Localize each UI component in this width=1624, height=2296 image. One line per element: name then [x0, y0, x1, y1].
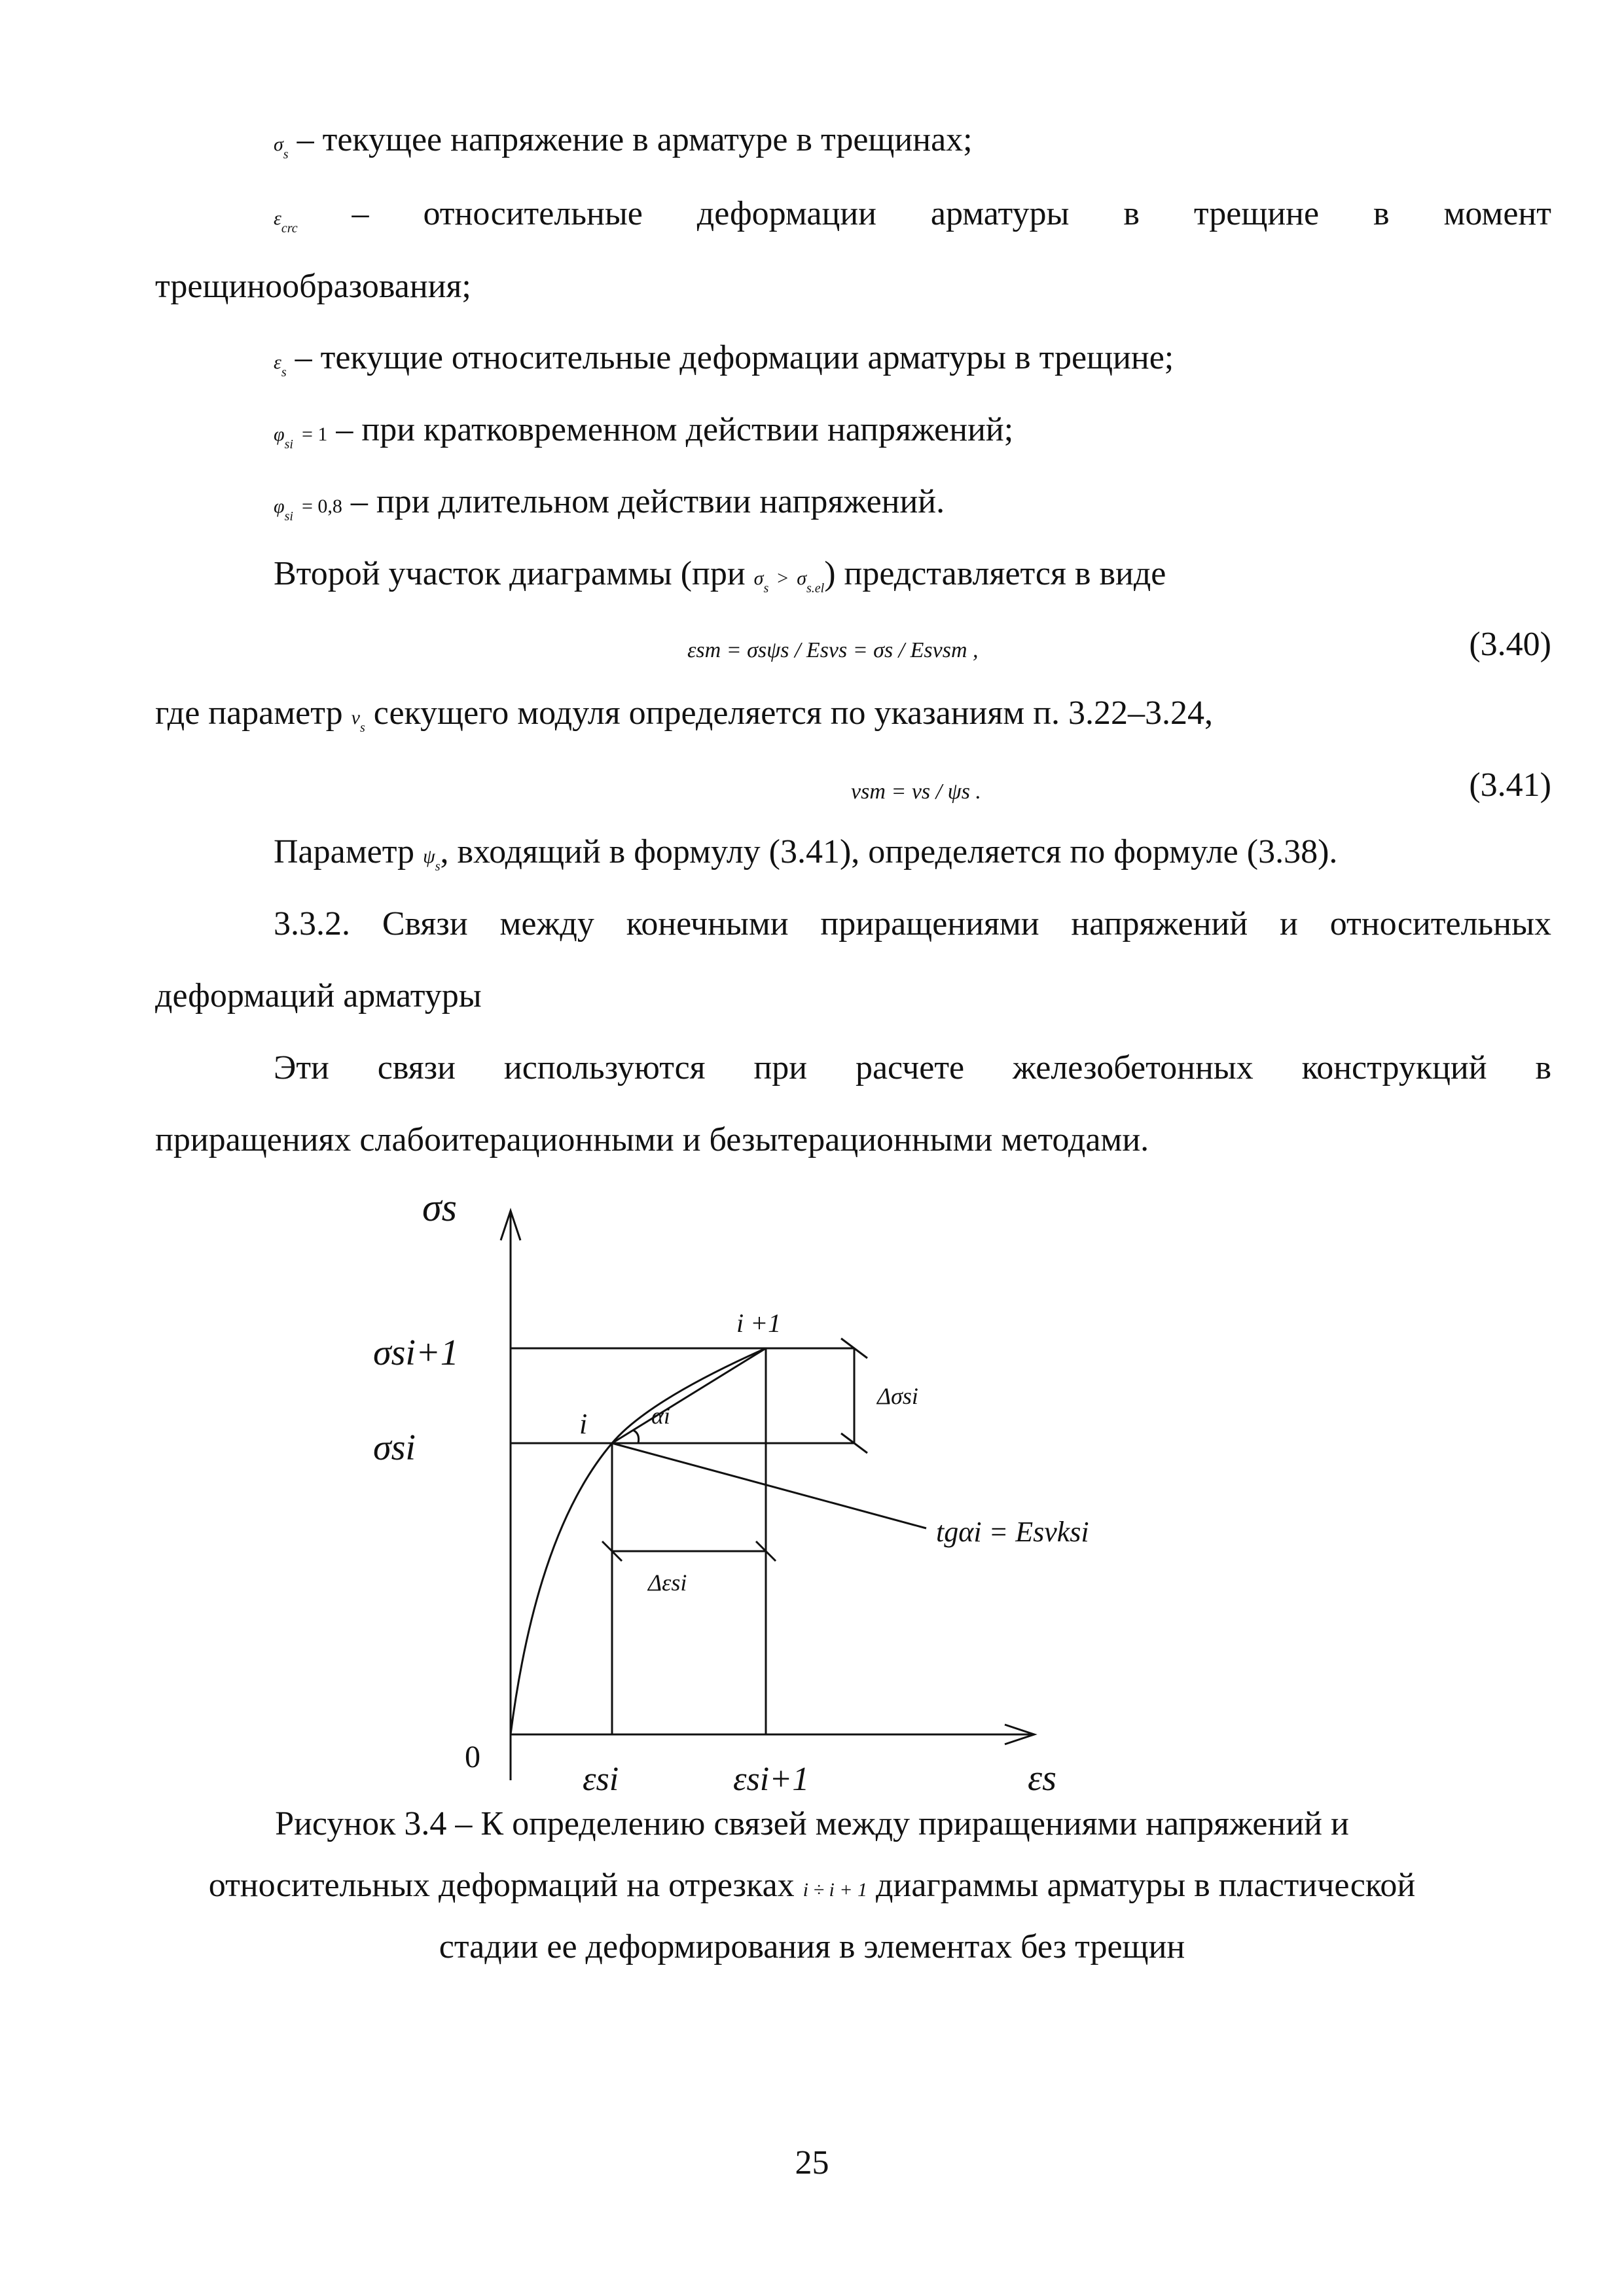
gt-sign: >: [777, 567, 789, 589]
word: деформации: [696, 195, 876, 232]
equation-3-40: εsm = σsψs / Esνs = σs / Esνsm ,: [687, 638, 979, 662]
word: в: [1373, 195, 1390, 232]
text: , входящий в формулу (3.41), определяется по формуле (3.38).: [440, 833, 1338, 870]
point-i-label: i: [579, 1408, 588, 1440]
line-sigma-s: [274, 119, 973, 168]
sigma-symbol: σ: [274, 134, 283, 155]
text: относительных деформаций на отрезках: [208, 1867, 795, 1904]
line-continuation: трещинообразования;: [155, 268, 471, 305]
subscript: s: [281, 365, 287, 380]
text: ) представляется в виде: [824, 555, 1166, 592]
tangent-line: [612, 1443, 926, 1528]
eps-si1-label: εsi+1: [733, 1761, 810, 1798]
text: где параметр: [155, 694, 343, 732]
equation-number-3-41: (3.41): [1469, 766, 1551, 804]
phi-symbol: φ: [274, 495, 285, 517]
angle-arc: [633, 1430, 639, 1443]
section-3-3-2-line1: 3.3.2. Связи между конечными приращениями напряжений и относительных: [274, 905, 1551, 942]
value: = 0,8: [301, 495, 342, 517]
text: диаграммы арматуры в пластической: [876, 1867, 1416, 1904]
text: – при длительном действии напряжений.: [350, 483, 945, 520]
text: – текущее напряжение в арматуре в трещинах;: [297, 121, 973, 158]
sigma-si-label: σsi: [373, 1427, 416, 1468]
text: секущего модуля определяется по указаниям п. 3.22–3.24,: [373, 694, 1214, 732]
paragraph-links-line2: приращениях слабоитерационными и безытерационными методами.: [155, 1121, 1149, 1158]
point-i1-label: i +1: [736, 1308, 782, 1338]
figure-caption-line3: стадии ее деформирования в элементах без трещин: [439, 1928, 1185, 1965]
tangent-formula: tgαi = Esνksi: [936, 1516, 1089, 1548]
stress-strain-diagram: [367, 1178, 1185, 1800]
sigma-symbol: σ: [797, 567, 806, 589]
section-3-3-2-line2: деформаций арматуры: [155, 977, 482, 1014]
page-number: 25: [795, 2144, 829, 2181]
line-phi-08: [274, 481, 945, 529]
sigma-symbol: σ: [753, 567, 764, 589]
phi-symbol: φ: [274, 423, 285, 445]
line-parameter-psi: Параметр $\psi_s$, входящий в формулу (3.41), определяется по формуле (3.38).: [274, 833, 1338, 874]
origin-label: 0: [465, 1740, 480, 1774]
stress-strain-curve: [511, 1348, 766, 1734]
equation-3-41: νsm = νs / ψs .: [851, 780, 981, 804]
equation-number-3-40: (3.40): [1469, 626, 1551, 663]
figure-caption-line2: [0, 1863, 1624, 1913]
subscript: s: [283, 147, 289, 162]
text: Второй участок диаграммы (при: [274, 555, 746, 592]
nu-symbol: ν: [351, 707, 360, 728]
eps-si-label: εsi: [583, 1761, 619, 1798]
word: в: [1123, 195, 1140, 232]
figure-caption-line1: Рисунок 3.4 – К определению связей между приращениями напряжений и: [275, 1805, 1349, 1842]
paragraph-links-line1: Эти связи используются при расчете железобетонных конструкций в: [274, 1049, 1551, 1086]
eps-crc-symbol: $\varepsilon_{crc}$: [274, 207, 298, 236]
value: = 1: [301, 423, 328, 445]
text: – при кратковременном действии напряжений;: [336, 411, 1014, 448]
eps-symbol: ε: [274, 351, 281, 373]
word: трещине: [1193, 195, 1320, 232]
word: момент: [1443, 195, 1551, 232]
word: относительные: [423, 195, 643, 232]
alpha-label: αi: [651, 1403, 670, 1429]
x-axis-label: εs: [1028, 1758, 1056, 1799]
text: – текущие относительные деформации арматуры в трещине;: [295, 339, 1174, 376]
delta-eps-label: Δεsi: [648, 1570, 687, 1596]
chord-line: [612, 1348, 766, 1443]
text: Параметр: [274, 833, 415, 870]
line-second-section: Второй участок диаграммы (при $\sigma_s > \sigma_{s.el}$) представляется в виде: [274, 555, 1166, 596]
delta-sigma-label: Δσsi: [877, 1383, 918, 1409]
subscript: si: [284, 437, 293, 452]
interval-symbol: i ÷ i + 1: [803, 1879, 868, 1901]
line-parameter-nu: где параметр $\nu_s$ секущего модуля определяется по указаниям п. 3.22–3.24,: [155, 694, 1214, 735]
psi-symbol: ψ: [423, 846, 435, 867]
line-phi-1: [274, 409, 1013, 457]
line-eps-s: [274, 337, 1174, 386]
line-eps-crc: [274, 193, 1551, 242]
y-axis-label: σs: [422, 1186, 457, 1229]
subscript: si: [284, 509, 293, 524]
sigma-si1-label: σsi+1: [373, 1333, 459, 1373]
word: арматуры: [930, 195, 1070, 232]
dash: –: [352, 195, 369, 232]
